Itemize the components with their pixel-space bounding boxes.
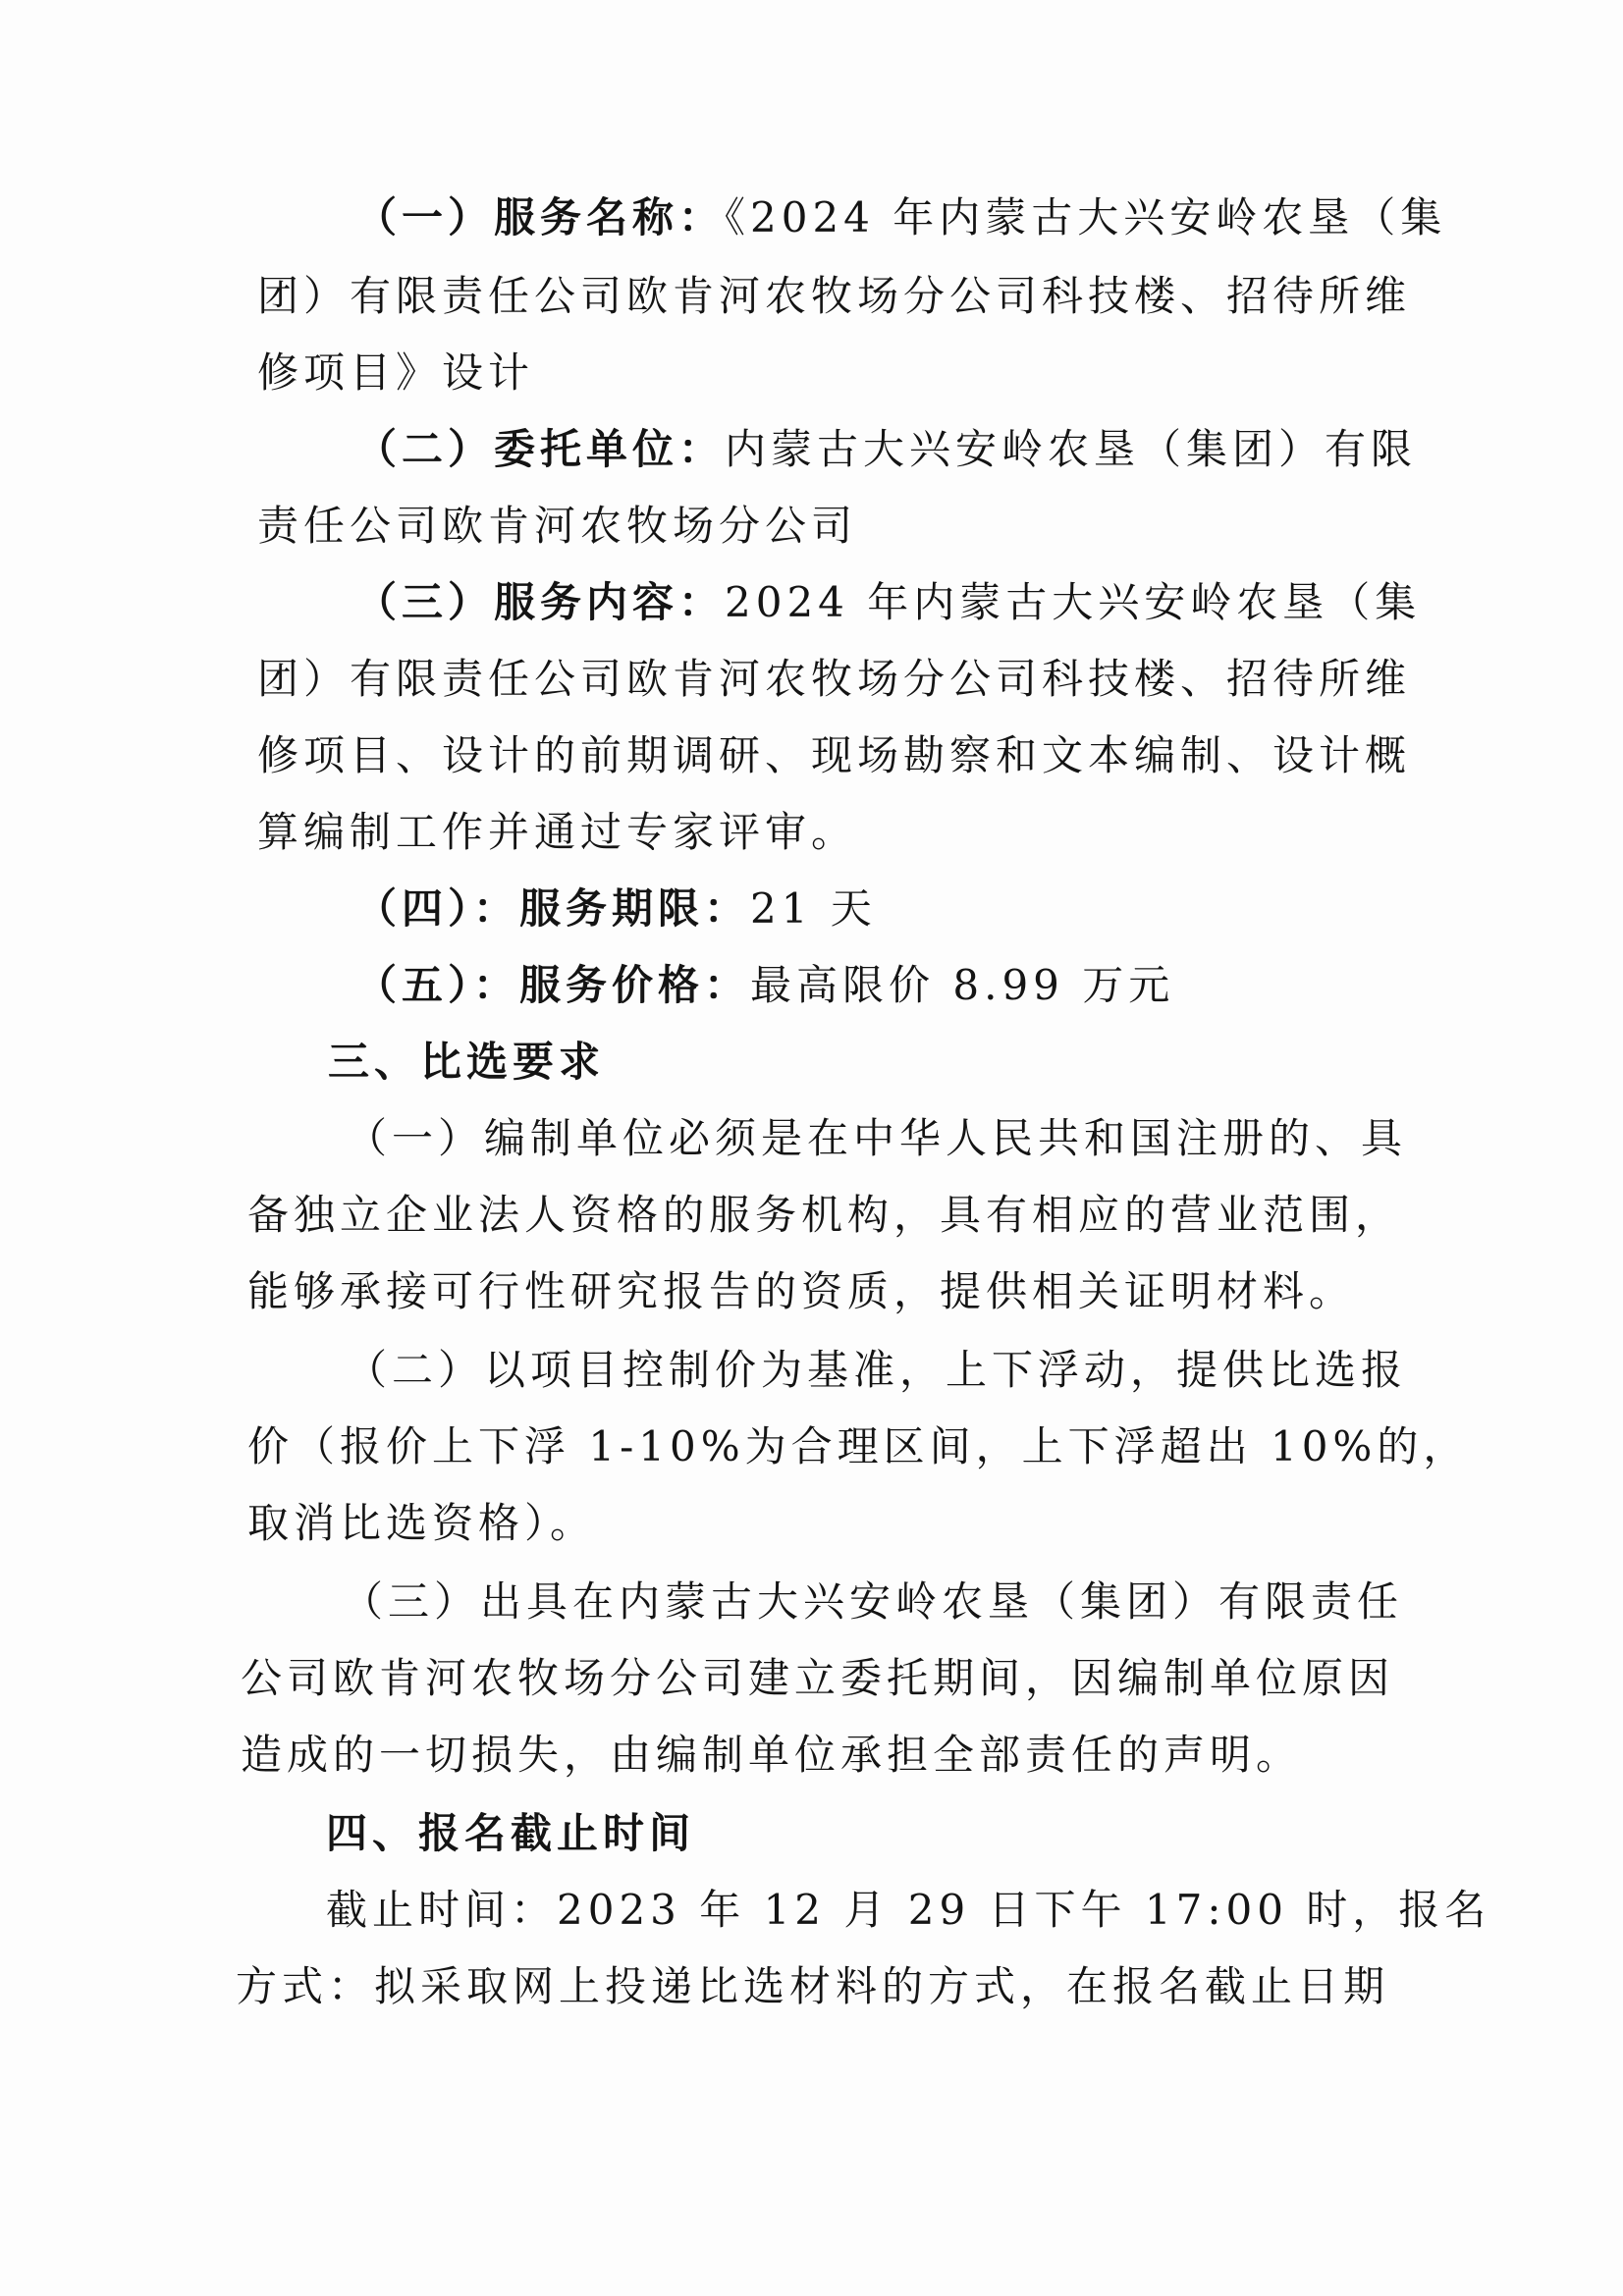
service-price-value: 最高限价 8.99 万元 <box>750 961 1175 1009</box>
service-price-label: （五）：服务价格： <box>355 961 751 1009</box>
client-line-2: 责任公司欧肯河农牧场分公司 <box>257 502 858 550</box>
requirement-1-line-3: 能够承接可行性研究报告的资质，提供相关证明材料。 <box>247 1267 1356 1315</box>
service-name-value: 《2024 年内蒙古大兴安岭农垦（集 <box>725 193 1447 241</box>
service-period-value: 21 天 <box>750 884 877 933</box>
client-label: （二）委托单位： <box>355 425 726 473</box>
service-period-label: （四）：服务期限： <box>355 884 751 933</box>
deadline-line-1: 截止时间：2023 年 12 月 29 日下午 17:00 时，报名 <box>326 1886 1491 1934</box>
requirement-1-line-1: （一）编制单位必须是在中华人民共和国注册的、具 <box>346 1114 1408 1162</box>
service-content-value: 2024 年内蒙古大兴安岭农垦（集 <box>725 578 1422 626</box>
requirement-1-line-2: 备独立企业法人资格的服务机构，具有相应的营业范围， <box>247 1191 1402 1239</box>
service-content-line-3: 修项目、设计的前期调研、现场勘察和文本编制、设计概 <box>257 731 1412 779</box>
requirement-2-line-1: （二）以项目控制价为基准，上下浮动，提供比选报 <box>346 1346 1408 1394</box>
service-price-line <box>355 956 1174 1015</box>
service-name-line-3: 修项目》设计 <box>257 348 535 397</box>
requirement-3-line-1: （三）出具在内蒙古大兴安岭农垦（集团）有限责任 <box>342 1577 1404 1626</box>
service-name-label: （一）服务名称： <box>355 193 726 241</box>
requirement-2-line-2: 价（报价上下浮 1-10%为合理区间，上下浮超出 10%的， <box>247 1422 1470 1470</box>
client-value: 内蒙古大兴安岭农垦（集团）有限 <box>725 425 1418 473</box>
service-content-line-1 <box>355 573 1421 632</box>
section-heading-deadline: 四、报名截止时间 <box>326 1809 696 1857</box>
service-period-line <box>355 880 877 938</box>
requirement-2-line-3: 取消比选资格）。 <box>247 1499 597 1547</box>
requirement-3-line-2: 公司欧肯河农牧场分公司建立委托期间，因编制单位原因 <box>241 1654 1395 1702</box>
requirement-3-line-3: 造成的一切损失，由编制单位承担全部责任的声明。 <box>241 1731 1303 1779</box>
client-line-1 <box>355 420 1417 479</box>
section-heading-requirements: 三、比选要求 <box>328 1038 606 1086</box>
service-content-line-2: 团）有限责任公司欧肯河农牧场分公司科技楼、招待所维 <box>257 655 1412 703</box>
service-content-line-4: 算编制工作并通过专家评审。 <box>257 808 858 856</box>
deadline-line-2: 方式：拟采取网上投递比选材料的方式，在报名截止日期 <box>236 1962 1390 2010</box>
service-name-line-2: 团）有限责任公司欧肯河农牧场分公司科技楼、招待所维 <box>257 272 1412 320</box>
service-name-line-1 <box>355 188 1446 247</box>
service-content-label: （三）服务内容： <box>355 578 726 626</box>
